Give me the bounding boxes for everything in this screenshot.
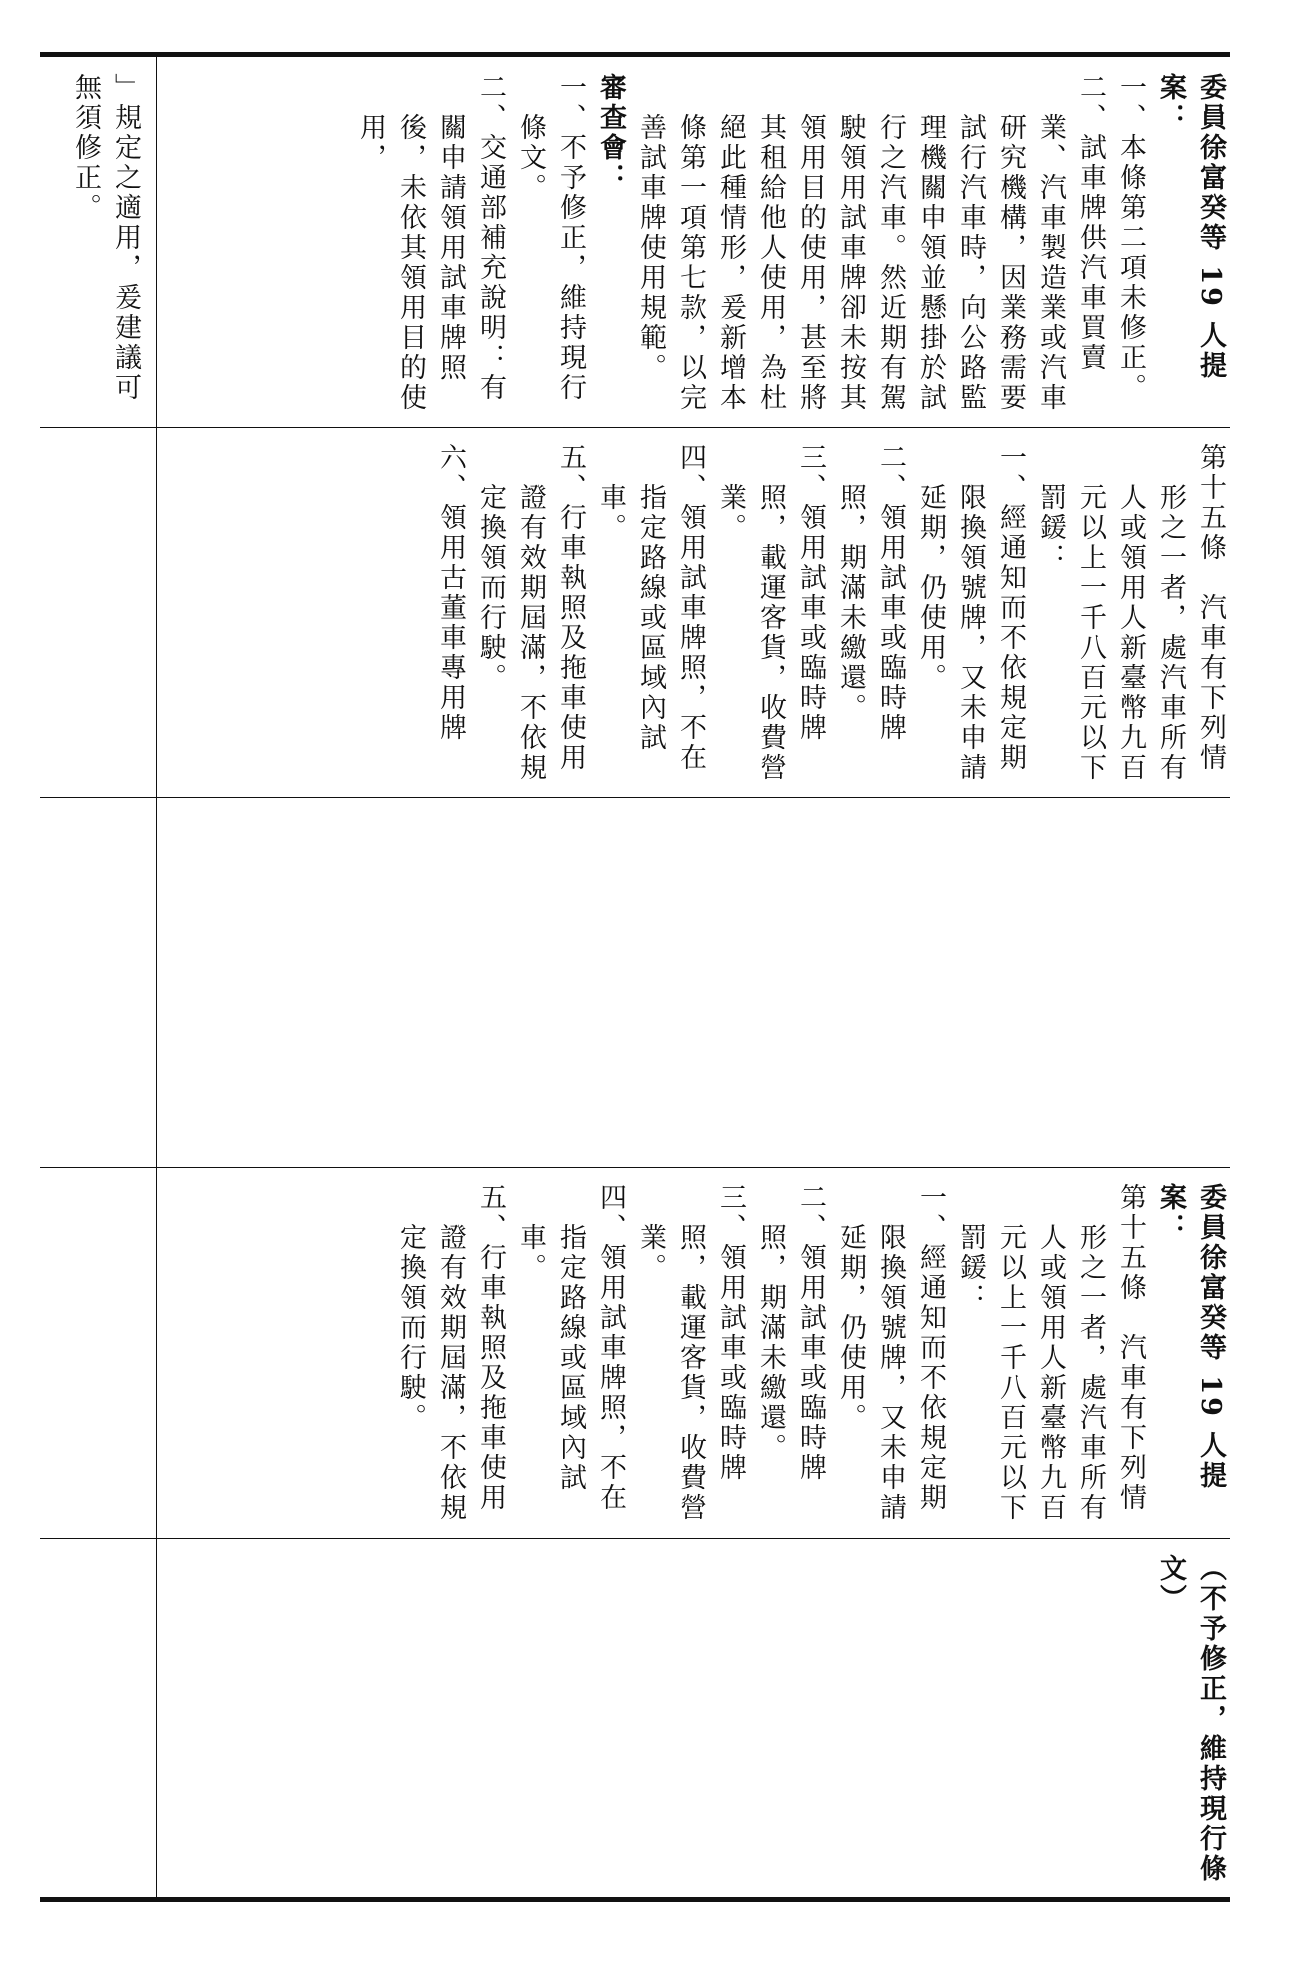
row4-line: 三、領用試車或臨時牌照，載運客貨，收費營業。 <box>635 1183 746 1523</box>
row1-col1-line: 無須修正。 <box>70 73 101 223</box>
row2-line: 二、領用試車或臨時牌照，期滿未繳還。 <box>835 443 906 743</box>
row5-text <box>164 1554 1230 1884</box>
row2-line: 四、領用試車牌照，不在指定路線或區域內試車。 <box>595 443 706 773</box>
row2-line: 三、領用試車或臨時牌照，載運客貨，收費營業。 <box>715 443 826 783</box>
row2-current-article-text <box>164 443 1230 788</box>
column-divider <box>156 57 157 1897</box>
row2-line: 第十五條 汽車有下列情形之一者，處汽車所有人或領用人新臺幣九百元以上一千八百元以下罰鍰： <box>1035 443 1226 783</box>
row5-heading: （不予修正，維持現行條文） <box>1155 1554 1226 1884</box>
comparison-table <box>40 52 1230 1902</box>
row4-line: 第十五條 汽車有下列情形之一者，處汽車所有人或領用人新臺幣九百元以上一千八百元以下罰鍰： <box>955 1183 1146 1523</box>
row4-proposal-text <box>164 1183 1230 1528</box>
row1-review-line: 一、不予修正，維持現行條文。 <box>515 73 586 403</box>
row1-review-line: 二、交通部補充說明：有關申請領用試車牌照後，未依其領用目的使用， <box>355 73 506 413</box>
row1-col1-text <box>65 73 145 418</box>
row-divider <box>40 427 1230 428</box>
row4-line: 四、領用試車牌照，不在指定路線或區域內試車。 <box>515 1183 626 1513</box>
row1-proposal-heading: 委員徐富癸等 19 人提案： <box>1155 73 1226 382</box>
row1-col2-text <box>164 73 1230 418</box>
row2-line: 一、經通知而不依規定期限換領號牌，又未申請延期，仍使用。 <box>915 443 1026 783</box>
row4-proposal-heading: 委員徐富癸等 19 人提案： <box>1155 1183 1226 1492</box>
row-divider <box>40 1167 1230 1168</box>
row1-col1-line: 」規定之適用，爰建議可 <box>110 73 141 403</box>
row4-line: 五、行車執照及拖車使用證有效期屆滿，不依規定換領而行駛。 <box>395 1183 506 1523</box>
row-divider <box>40 1538 1230 1539</box>
row2-line: 五、行車執照及拖車使用證有效期屆滿，不依規定換領而行駛。 <box>475 443 586 783</box>
row1-proposal-line: 二、試車牌供汽車買賣業、汽車製造業或汽車研究機構，因業務需要試行汽車時，向公路監理機關申領並懸掛於試行之汽車。然近期有駕駛領用試車牌卻未按其領用目的使用，甚至將其租給他人使用，為杜絕此種情形，爰新增本條第一項第七款，以完善試車牌使用規範。 <box>635 73 1106 413</box>
row1-proposal-line: 一、本條第二項未修正。 <box>1115 73 1146 403</box>
row2-line: 六、領用古董車專用牌 <box>435 443 466 743</box>
row4-line: 二、領用試車或臨時牌照，期滿未繳還。 <box>755 1183 826 1483</box>
row3-empty-cell <box>164 813 1230 1158</box>
row4-line: 一、經通知而不依規定期限換領號牌，又未申請延期，仍使用。 <box>835 1183 946 1523</box>
row-divider <box>40 797 1230 798</box>
row1-review-heading: 審查會： <box>595 73 626 193</box>
